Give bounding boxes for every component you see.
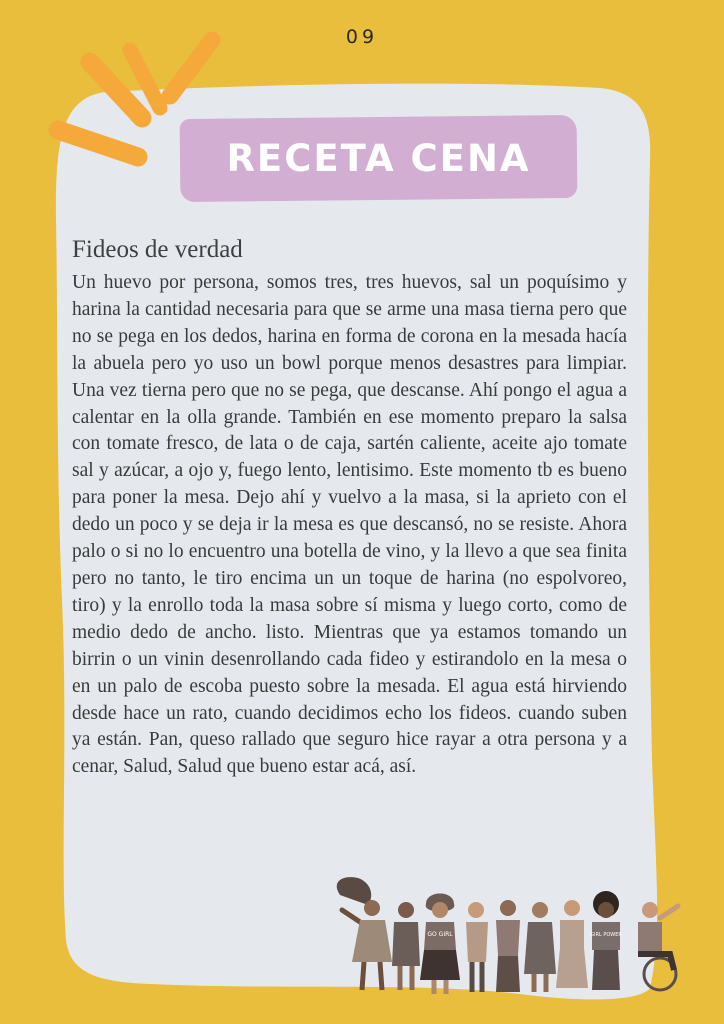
woman-figure [556,900,588,988]
women-group-illustration [330,870,700,1000]
recipe-heading: Fideos de verdad [72,236,243,263]
woman-figure [392,902,420,990]
shirt-text: GO GIRL [427,931,453,938]
woman-wheelchair-figure [638,902,678,990]
page-number: 09 [345,26,379,48]
page-title: RECETA CENA [226,137,531,180]
woman-figure [337,877,392,990]
woman-figure [496,900,520,992]
woman-figure [466,902,488,992]
woman-figure [590,891,622,990]
woman-figure [420,894,460,995]
recipe-body: Un huevo por persona, somos tres, tres huevos, sal un poquísimo y harina la cantidad necesaria para que se arme una masa tierna pero que no se pega en los dedos, harina en forma de corona en la mesada hacía la abuela pero yo uso un bowl porque menos desastres para limpiar. Una vez tierna pero que no se pega, que descanse. Ahí pongo el agua a calentar en la olla grande. También en ese momento preparo la salsa con tomate fresco, de lata o de caja, sartén caliente, aceite ajo tomate sal y azúcar, a ojo y, fuego lento, lentisimo. Este momento tb es bueno para poner la mesa. Dejo ahí y vuelvo a la masa, si la aprieto con el dedo un poco y se deja ir la mesa es que descansó, no se resiste. Ahora palo o si no lo encuentro una botella de vino, y la llevo a que sea finita pero no tanto, le tiro encima un un toque de harina (no espolvoreo, tiro) y la enrollo toda la masa sobre sí misma y luego corto, como de medio dedo de ancho. listo. Mientras que ya estamos tomando un birrin o un vinin desenrollando cada fideo y estirandolo en la mesa o en un palo de escoba puesto sobre la mesada. El agua está hirviendo desde hace un rato, cuando decidimos echo los fideos. cuando suben ya están. Pan, queso rallado que seguro hice rayar a otra persona y a cenar, Salud, Salud que bueno estar acá, así. [72,272,627,778]
woman-figure [524,902,556,992]
shirt-text: GIRL POWER [590,932,622,938]
